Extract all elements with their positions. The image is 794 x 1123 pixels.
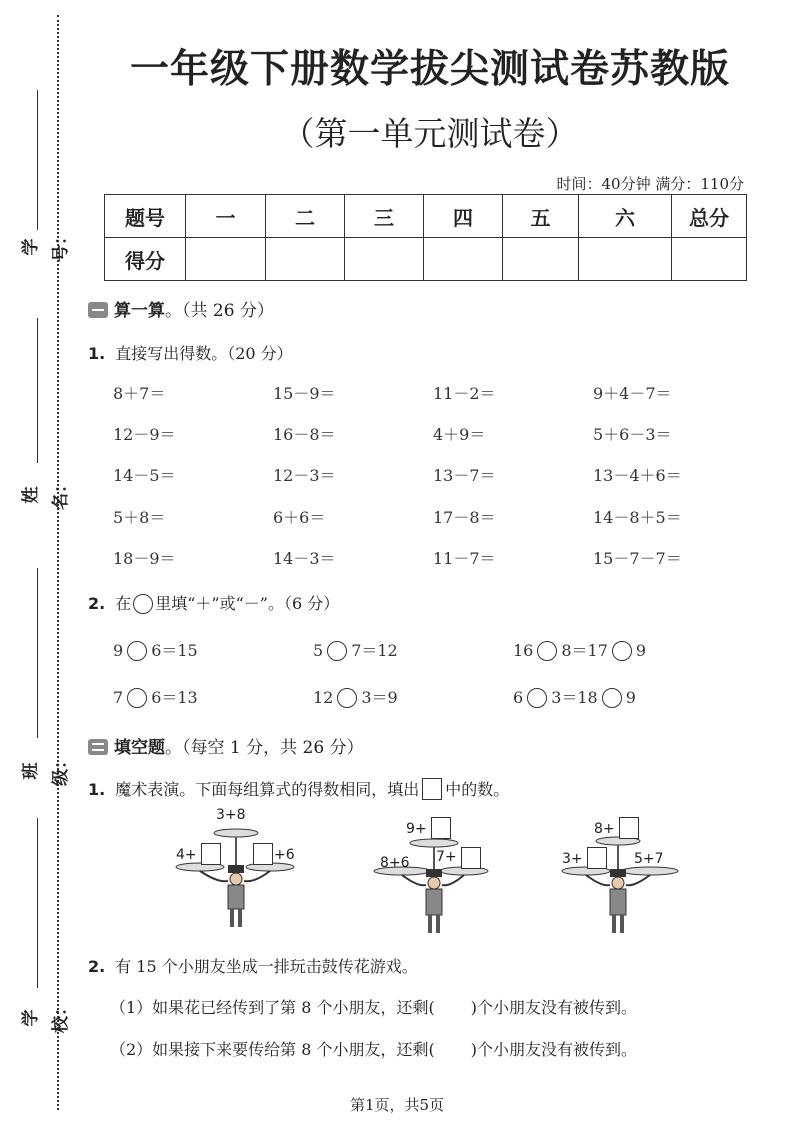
arithmetic-problem: 8＋7＝ [113,384,166,403]
arithmetic-problem: 16－8＝ [273,425,336,444]
answer-box[interactable] [253,843,273,865]
student-id-label: 学号： [21,228,71,262]
score-table [104,194,747,281]
question-text-a: 魔术表演。下面每组算式的得数相同，填出 [115,780,420,799]
section1-note: 。（共 26 分） [165,301,274,321]
score-cell[interactable] [345,238,424,281]
operator-problem [113,685,198,708]
score-cell[interactable] [266,238,345,281]
figure-top-label: 3+8 [216,807,246,823]
question-number: 1. [88,344,106,363]
operand-result: 3＝9 [361,688,398,707]
score-cell[interactable] [579,238,672,281]
answer-box[interactable] [587,847,607,869]
operand: 9 [625,688,636,707]
subquestion-text-b: )个小朋友没有被传到。 [470,998,638,1017]
magician-figure-1 [170,807,300,935]
figure-top-label: 9+ [406,821,427,837]
operator-problem [113,638,198,661]
question-1-2 [88,591,339,614]
answer-box[interactable] [431,817,451,839]
page-title: 一年级下册数学拔尖测试卷苏教版 [129,46,730,92]
arithmetic-problem: 15－7－7＝ [593,549,682,568]
score-header-cell: 一 [186,195,266,238]
operand: 7 [113,688,124,707]
magician-figure-3 [560,815,690,935]
operand: 5 [313,641,324,660]
class-line [37,568,38,738]
score-cell[interactable] [424,238,503,281]
operand: 9 [635,641,647,660]
question-text: 有 15 个小朋友坐成一排玩击鼓传花游戏。 [115,957,418,976]
arithmetic-problem: 12－3＝ [273,466,336,485]
operator-circle[interactable] [127,641,147,661]
question-number: 2. [88,957,106,976]
arithmetic-problem: 13－7＝ [433,466,496,485]
score-header-cell: 题号 [105,195,186,238]
operator-circle[interactable] [612,641,632,661]
arithmetic-problem: 14－8＋5＝ [593,508,682,527]
score-table-score-row [105,238,747,281]
subquestion-text-a: （1）如果花已经传到了第 8 个小朋友，还剩( [110,998,435,1017]
magician-juggler-icon [170,815,300,935]
circle-blank-icon [133,594,153,614]
operand-result: 6＝15 [151,641,198,660]
operand-result: 7＝12 [351,641,398,660]
operand: 6 [513,688,524,707]
school-label: 学校： [21,999,71,1033]
question-2-1 [88,777,509,800]
operand: 16 [513,641,534,660]
operand: 9 [113,641,124,660]
score-header-cell: 五 [503,195,579,238]
section2-note: 。（每空 1 分，共 26 分） [165,738,364,758]
score-header-cell: 六 [579,195,672,238]
arithmetic-problem: 6＋6＝ [273,508,326,527]
score-header-cell: 总分 [672,195,747,238]
arithmetic-problem: 13－4＋6＝ [593,466,682,485]
page-footer: 第1页，共5页 [349,1096,445,1114]
score-header-cell: 二 [266,195,345,238]
question-1-1 [88,341,293,364]
section1-title: 算一算 [114,301,165,321]
question-2-2 [88,954,418,977]
operand-result: 8＝17 [561,641,608,660]
section-number-two-icon [88,739,108,755]
subquestion-text-b: )个小朋友没有被传到。 [470,1040,638,1059]
arithmetic-problem: 4＋9＝ [433,425,486,444]
magician-figure-2 [372,815,502,940]
answer-box[interactable] [461,847,481,869]
figure-left-label: 3+ [562,851,583,867]
score-header-cell: 四 [424,195,503,238]
operator-circle[interactable] [127,688,147,708]
arithmetic-problem: 18－9＝ [113,549,176,568]
subquestion-text-a: （2）如果接下来要传给第 8 个小朋友，还剩( [110,1040,435,1059]
question-number: 1. [88,780,106,799]
time-info: 时间：40分钟 满分：110分 [556,175,744,193]
operator-circle[interactable] [537,641,557,661]
score-header-cell: 三 [345,195,424,238]
operator-circle[interactable] [327,641,347,661]
operand-result: 3＝18 [551,688,598,707]
arithmetic-problem: 15－9＝ [273,384,336,403]
operator-circle[interactable] [337,688,357,708]
page-subtitle: （第一单元测试卷） [281,114,579,153]
subquestion-2 [110,1037,637,1060]
operator-circle[interactable] [527,688,547,708]
student-id-line [37,90,38,230]
figure-top-label: 8+ [594,821,615,837]
name-line [37,318,38,463]
arithmetic-problem: 9＋4－7＝ [593,384,672,403]
score-cell[interactable] [186,238,266,281]
school-line [37,818,38,988]
operator-problem [513,638,646,661]
square-blank-icon [422,778,442,800]
question-text-b: 中的数。 [445,780,510,799]
arithmetic-problem: 14－3＝ [273,549,336,568]
score-cell[interactable] [503,238,579,281]
section2-title: 填空题 [114,738,165,758]
score-row-label: 得分 [105,238,186,281]
answer-box[interactable] [619,817,639,839]
section1-heading [88,296,274,321]
operator-problem [513,685,636,708]
operator-problem [313,685,398,708]
subquestion-1 [110,995,637,1018]
figure-right-label: +6 [274,847,295,863]
figure-mid-right-label: 7+ [436,849,457,865]
name-label: 姓名： [21,476,71,510]
question-text-b: 里填“＋”或“－”。（6 分） [155,594,340,613]
arithmetic-problem: 12－9＝ [113,425,176,444]
arithmetic-problem: 11－7＝ [433,549,496,568]
question-text: 直接写出得数。（20 分） [115,344,293,363]
binding-dotted-line [57,15,59,1110]
score-table-header-row [105,195,747,238]
operator-circle[interactable] [602,688,622,708]
operand-result: 6＝13 [151,688,198,707]
arithmetic-problem: 14－5＝ [113,466,176,485]
question-text-a: 在 [115,594,132,613]
score-cell[interactable] [672,238,747,281]
operator-problem [313,638,398,661]
operand: 12 [313,688,334,707]
figure-right-label: 5+7 [634,851,664,867]
answer-box[interactable] [201,843,221,865]
arithmetic-problem: 17－8＝ [433,508,496,527]
arithmetic-problem: 11－2＝ [433,384,496,403]
arithmetic-problem: 5＋6－3＝ [593,425,672,444]
section2-heading [88,733,364,758]
figure-mid-left-label: 8+6 [380,855,410,871]
arithmetic-problem: 5＋8＝ [113,508,166,527]
section-number-one-icon [88,302,108,318]
question-number: 2. [88,594,106,613]
class-label: 班级： [21,752,71,786]
figure-left-label: 4+ [176,847,197,863]
